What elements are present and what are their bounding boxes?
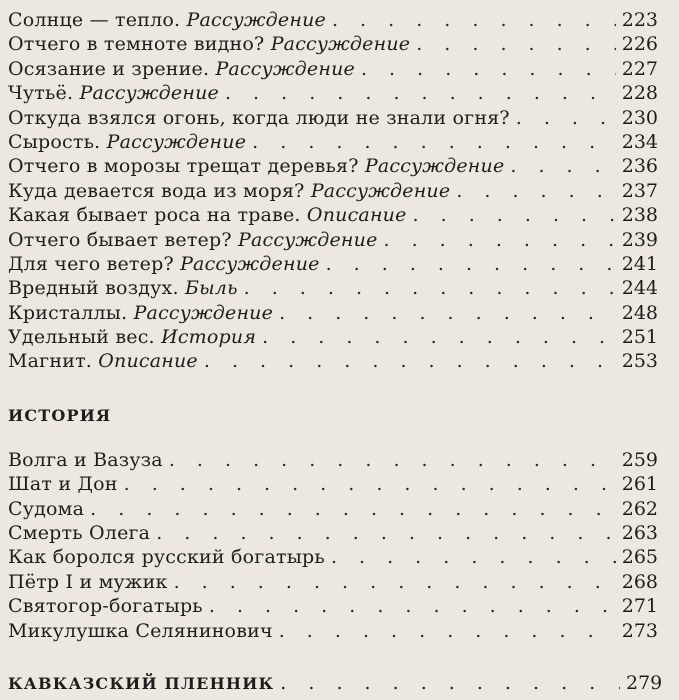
toc-entry-page: 226 [621,33,658,56]
toc-entry-genre: Рассуждение [186,9,326,31]
toc-entry[interactable] [8,228,658,252]
toc-entry-title [8,179,450,203]
dot-leader [279,301,616,325]
toc-entry[interactable] [8,252,658,276]
dot-leader [326,252,616,276]
dot-leader [252,130,616,154]
toc-entry-genre: Рассуждение [238,228,378,251]
toc-entry-title-text: Куда девается вода из моря? [8,179,305,202]
toc-entry-title-text: Волга и Вазуза [8,448,163,471]
toc-entry[interactable] [8,545,658,569]
toc-entry[interactable] [8,179,658,203]
toc-entry-genre: Рассуждение [79,82,219,105]
toc-entry-title-text: Чутьё. [8,82,74,105]
toc-entry[interactable] [8,497,658,521]
toc-entry-page: 241 [621,252,658,275]
toc-entry-title-text: Сырость. [8,130,101,153]
dot-leader [361,57,616,81]
toc-entry-title-text: Какая бывает роса на траве. [8,204,301,227]
toc-entry[interactable] [8,203,658,227]
toc-entry-page: 261 [621,473,658,496]
spacer [8,428,658,448]
toc-entry-page: 227 [621,57,658,80]
toc-entry-title-text: Откуда взялся огонь, когда люди не знали огня? [8,106,510,129]
toc-entry-title [8,570,168,594]
toc-entry-genre: Рассуждение [133,301,274,324]
dot-leader [280,671,620,695]
dot-leader [456,179,615,203]
toc-entry-page: 228 [621,82,658,105]
dot-leader [209,594,616,618]
toc-entry[interactable] [8,349,658,373]
toc-entry-title [8,448,163,472]
toc-entry[interactable] [8,472,658,496]
toc-entry-title-text: Пётр I и мужик [8,570,168,593]
toc-entry-page: 251 [621,326,658,349]
dot-leader [384,228,616,252]
toc-entry-title-text: Смерть Олега [8,522,151,545]
toc-entry-title [8,203,407,227]
toc-entry-caucasus[interactable] [8,671,663,695]
toc-entry-title [8,130,246,154]
toc-entry[interactable] [8,154,658,178]
toc-entry-title [8,497,84,521]
toc-entry-genre: Рассуждение [364,155,505,178]
toc-entry-genre: Описание [306,204,407,227]
toc-group-history [8,448,658,643]
toc-entry-page: 263 [621,522,658,545]
toc-entry-page: 268 [621,570,658,593]
dot-leader [516,106,616,130]
toc-entry-title [8,252,320,276]
toc-entry-title [8,276,238,300]
section-heading-history: ИСТОРИЯ [8,405,112,425]
dot-leader [510,154,615,178]
dot-leader [174,570,616,594]
toc-entry-page: 230 [621,106,658,129]
toc-entry-genre: Рассуждение [310,179,451,202]
toc-group-science [8,8,658,374]
toc-entry-page: 234 [621,130,658,153]
dot-leader [124,472,616,496]
toc-entry-page: 237 [621,179,658,202]
toc-entry-page: 279 [626,671,663,694]
toc-entry-page: 265 [621,546,658,569]
toc-entry-title: КАВКАЗСКИЙ ПЛЕННИК [8,673,275,693]
dot-leader [244,276,616,300]
toc-entry-title [8,472,118,496]
toc-entry[interactable] [8,448,658,472]
dot-leader [413,203,616,227]
toc-entry[interactable] [8,130,658,154]
toc-entry-title-text: Судома [8,497,85,520]
toc-entry-title [8,594,203,618]
dot-leader [331,545,616,569]
toc-entry-genre: История [161,326,257,349]
toc-entry[interactable] [8,8,658,32]
toc-entry[interactable] [8,106,658,130]
toc-entry[interactable] [8,301,658,325]
toc-entry[interactable] [8,81,658,105]
toc-entry-title [8,301,273,325]
toc-entry-title-text: Отчего бывает ветер? [8,228,232,251]
toc-entry[interactable] [8,57,658,81]
toc-entry-genre: Рассуждение [270,33,411,56]
toc-entry-title [8,57,355,81]
dot-leader [332,8,616,32]
toc-entry-title [8,325,256,349]
toc-entry[interactable] [8,325,658,349]
toc-entry-title-text: Кристаллы. [8,301,128,324]
toc-entry-genre: Рассуждение [106,130,247,153]
toc-entry-page: 253 [621,350,658,373]
toc-entry-page: 223 [621,9,658,31]
toc-entry-title-text: Как боролся русский богатырь [8,546,325,569]
dot-leader [225,81,616,105]
toc-entry-title-text: Для чего ветер? [8,252,174,275]
toc-entry-title-text: Микулушка Селянинович [8,619,273,642]
toc-entry-title-text: Осязание и зрение. [8,57,210,80]
toc-entry-title [8,349,198,373]
spacer [8,643,658,671]
toc-entry-page: 262 [621,497,658,520]
toc-entry-title-text: Шат и Дон [8,473,118,496]
toc-entry[interactable] [8,521,658,545]
toc-entry-title-text: Святогор-богатырь [8,595,203,618]
toc-entry-title [8,619,273,643]
toc-entry-title [8,521,150,545]
dot-leader [279,619,616,643]
toc-entry-title [8,154,504,178]
toc-entry-title-text: Вредный воздух. [8,277,179,300]
table-of-contents [8,8,663,695]
toc-entry[interactable] [8,32,658,56]
toc-entry-page: 259 [621,448,658,471]
dot-leader [90,497,616,521]
toc-entry[interactable] [8,594,658,618]
toc-entry-genre: Рассуждение [215,57,355,80]
toc-entry-title-text: Удельный вес. [8,326,155,349]
toc-entry-title [8,32,410,56]
toc-entry-page: 248 [621,301,658,324]
dot-leader [169,448,616,472]
toc-entry-title-text: Отчего в морозы трещат деревья? [8,155,359,178]
toc-entry-page: 239 [621,228,658,251]
toc-entry-page: 273 [621,619,658,642]
toc-entry-title [8,8,326,32]
spacer [8,374,658,404]
dot-leader [262,325,616,349]
toc-entry[interactable] [8,619,658,643]
toc-entry-genre: Быль [184,277,238,300]
toc-entry-title [8,81,219,105]
toc-entry-page: 244 [621,277,658,300]
toc-entry-genre: Рассуждение [180,252,320,275]
toc-entry-page: 271 [621,595,658,618]
toc-entry-title-text: Солнце — тепло. [8,9,181,31]
toc-entry-title [8,545,325,569]
toc-entry-page: 238 [621,204,658,227]
dot-leader [204,349,616,373]
toc-entry[interactable] [8,570,658,594]
dot-leader [416,32,616,56]
dot-leader [156,521,616,545]
toc-entry-page: 236 [621,155,658,178]
toc-entry-title [8,228,378,252]
toc-entry-title-text: Магнит. [8,350,93,373]
toc-entry-title [8,106,510,130]
toc-entry-genre: Описание [98,350,198,373]
toc-entry[interactable] [8,276,658,300]
toc-entry-title-text: Отчего в темноте видно? [8,33,265,56]
